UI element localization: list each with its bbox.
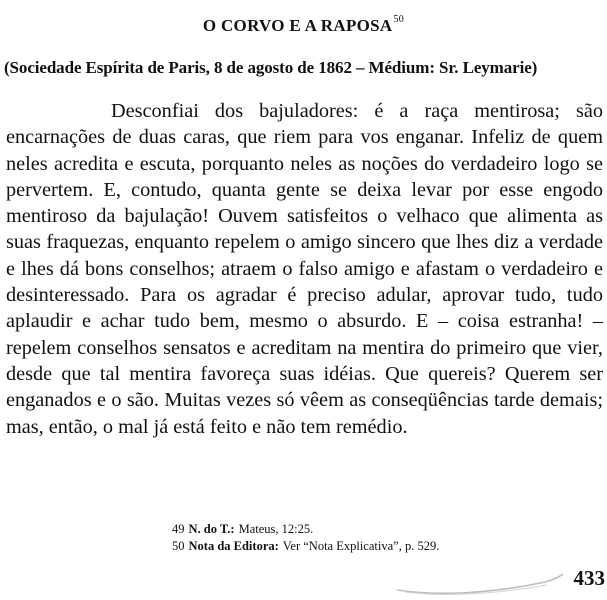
chapter-title-text: O CORVO E A RAPOSA <box>202 16 393 35</box>
footnote-label: Nota da Editora: <box>188 539 279 553</box>
footnote-number: 50 <box>172 539 185 553</box>
footnote-label: N. do T.: <box>188 522 235 536</box>
footnote-number: 49 <box>172 522 185 536</box>
chapter-subtitle: (Sociedade Espírita de Paris, 8 de agosto de 1862 – Médium: Sr. Leymarie) <box>4 58 538 77</box>
footnote-50 <box>172 538 439 555</box>
body-paragraph: Desconfiai dos bajuladores: é a raça mentirosa; são encarnações de duas caras, que riem para vos enganar. Infeliz de quem neles acredita e escuta, porquanto neles as noções do verdadeiro logo se pervertem. E, contudo, quanta gente se deixa levar por esse engodo mentiroso da bajulação! Ouvem satisfeitos o velhaco que alimenta as suas fraquezas, enquanto repelem o amigo sincero que lhes diz a verdade e lhes dá bons conselhos; atraem o falso amigo e afastam o verdadeiro e desinteressado. Para os agradar é preciso adular, aprovar tudo, tudo aplaudir e achar tudo bem, mesmo o absurdo. E – coisa estranha! – repelem conselhos sensatos e acreditam na mentira do primeiro que vier, desde que tal mentira favoreça suas idéias. Que quereis? Querem ser enganados e o são. Muitas vezes só vêem as conseqüências tarde demais; mas, então, o mal já está feito e não tem remédio. <box>6 100 603 438</box>
footnote-49 <box>172 521 439 538</box>
page-number: 433 <box>573 566 605 590</box>
chapter-title <box>0 14 607 36</box>
title-footnote-ref: 50 <box>393 14 405 25</box>
footnote-text: Ver “Nota Explicativa”, p. 529. <box>282 539 440 553</box>
footnotes <box>172 521 439 555</box>
footnote-text: Mateus, 12:25. <box>238 522 314 536</box>
page-number-swoosh-decoration <box>395 566 565 596</box>
